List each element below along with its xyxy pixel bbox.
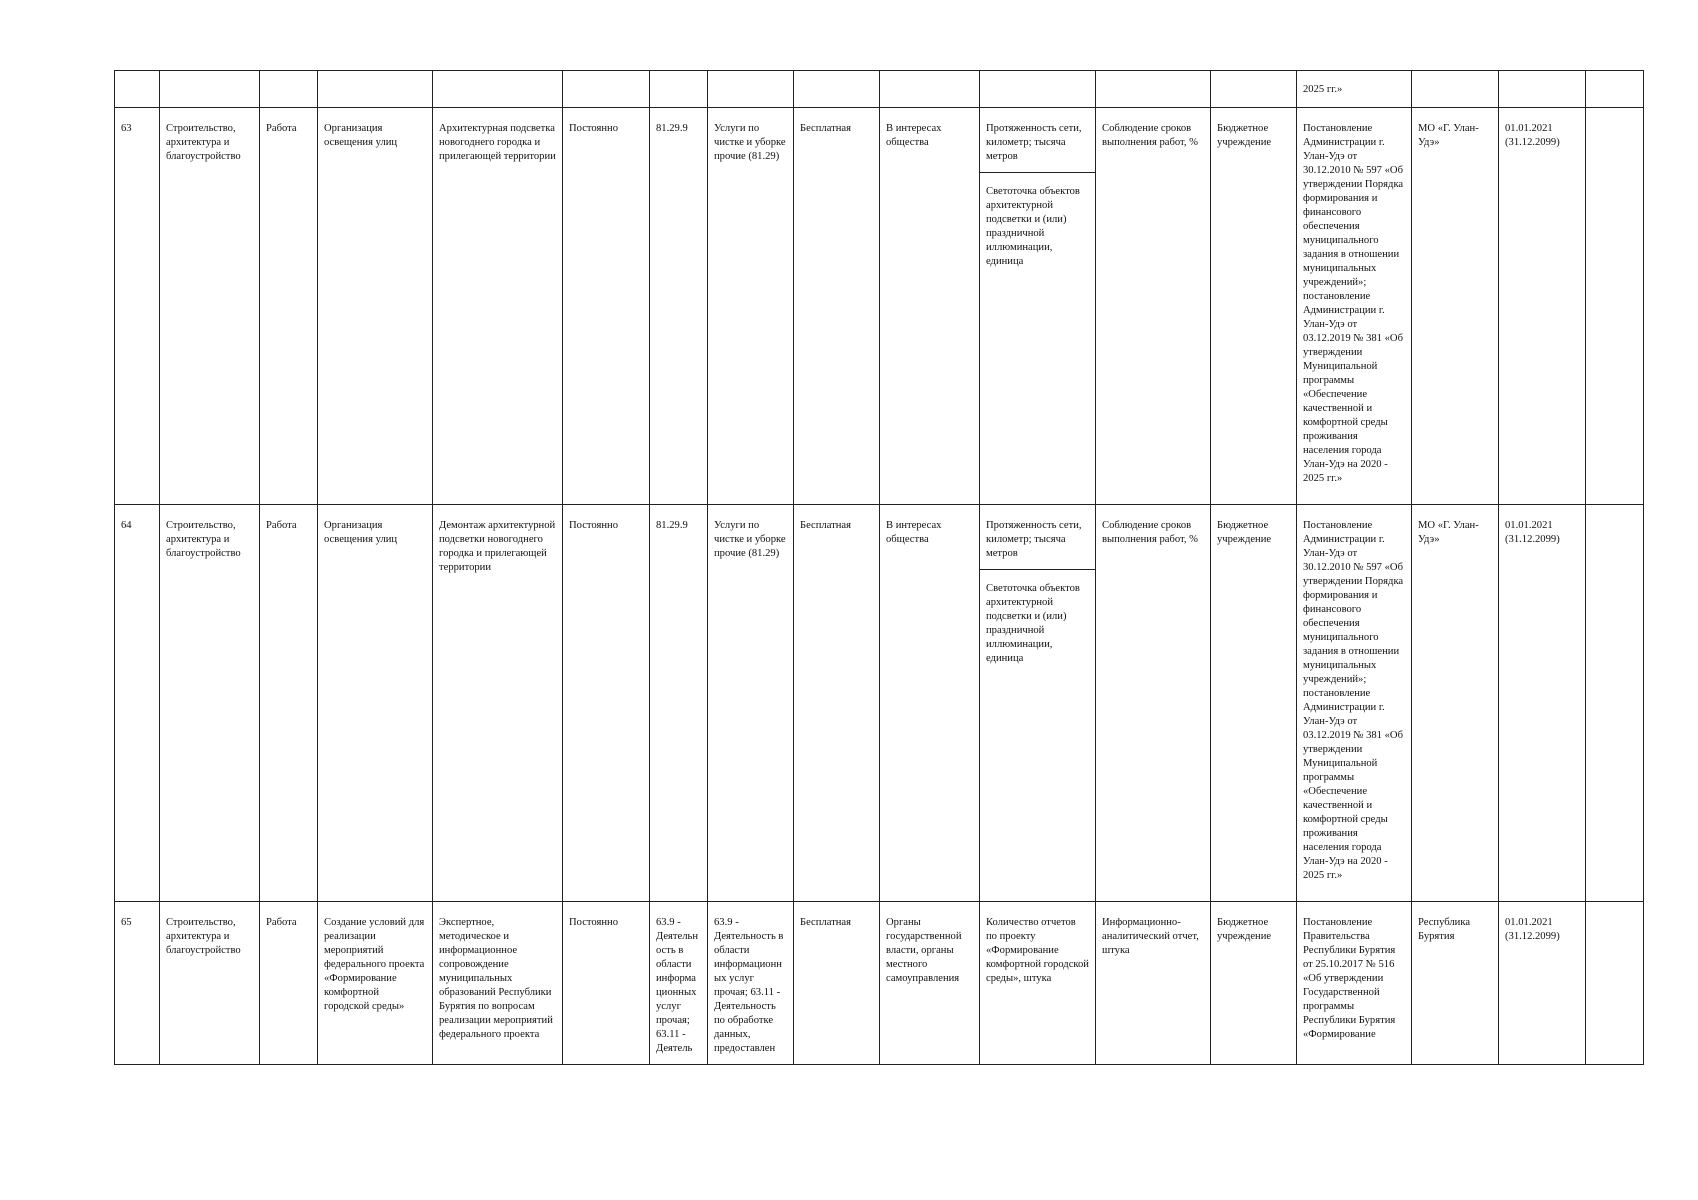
payment: Бесплатная [800,123,852,134]
sphere: Строительство, архитектура и благоустройство [166,917,241,956]
payment: Бесплатная [800,520,852,531]
authority: МО «Г. Улан-Удэ» [1418,520,1479,545]
cell-dates [1499,71,1586,108]
row-number: 65 [121,917,132,928]
cell-sphere [160,71,260,108]
consumers: В интересах общества [886,123,942,148]
table-row [115,108,1644,505]
consumers: Органы государственной власти, органы местного самоуправления [886,917,962,984]
volume-indicator-1: Протяженность сети, километр; тысяча метров [980,505,1095,570]
cell-payment [794,71,880,108]
cell-okved-code [650,71,708,108]
institution-type: Бюджетное учреждение [1217,123,1272,148]
condition: Постоянно [569,520,619,531]
dates: 01.01.2021 (31.12.2099) [1505,123,1560,148]
row-number: 64 [121,520,132,531]
cell-consumers [880,71,980,108]
table-row [115,902,1644,1065]
volume-indicator-2: Светоточка объектов архитектурной подсветки и (или) праздничной иллюминации, единица [986,583,1080,664]
dates: 01.01.2021 (31.12.2099) [1505,520,1560,545]
cell-num [115,71,160,108]
service-content: Экспертное, методическое и информационное сопровождение муниципальных образований Республики Бурятия по вопросам реализации мероприятий федерального проекта [439,917,553,1040]
cell-authority [1412,71,1499,108]
sphere: Строительство, архитектура и благоустройство [166,520,241,559]
kind: Работа [266,123,297,134]
payment: Бесплатная [800,917,852,928]
continuation-row [115,71,1644,108]
quality-indicator: Соблюдение сроков выполнения работ, % [1102,123,1198,148]
cell-content [433,71,563,108]
kind: Работа [266,520,297,531]
cell-note [1586,71,1644,108]
note [1586,902,1643,916]
consumers: В интересах общества [886,520,942,545]
volume-indicator-2: Светоточка объектов архитектурной подсветки и (или) праздничной иллюминации, единица [986,186,1080,267]
cell-service [318,71,433,108]
service-content: Демонтаж архитектурной подсветки новогоднего городка и прилегающей территории [439,520,556,573]
institution-type: Бюджетное учреждение [1217,520,1272,545]
okved-name: Услуги по чистке и уборке прочие (81.29) [714,123,786,162]
cell-okved-name [708,71,794,108]
cell-volume [980,71,1096,108]
note [1586,505,1643,519]
service-name: Создание условий для реализации мероприятий федерального проекта «Формирование комфортной городской среды» [324,917,425,1012]
row-number: 63 [121,123,132,134]
quality-indicator: Информационно-аналитический отчет, штука [1102,917,1199,956]
quality-indicator: Соблюдение сроков выполнения работ, % [1102,520,1198,545]
volume-indicator-1: Количество отчетов по проекту «Формирование комфортной городской среды», штука [986,917,1089,984]
okved-code: 81.29.9 [656,520,688,531]
service-name: Организация освещения улиц [324,123,398,148]
dates: 01.01.2021 (31.12.2099) [1505,917,1560,942]
okved-name: 63.9 - Деятельность в области информационных услуг прочая; 63.11 - Деятельность по обработке данных, предоставлен [714,917,784,1054]
cell-condition [563,71,650,108]
condition: Постоянно [569,123,619,134]
condition: Постоянно [569,917,619,928]
cell-institution [1211,71,1297,108]
authority: МО «Г. Улан-Удэ» [1418,123,1479,148]
legal-basis-tail: 2025 гг.» [1303,84,1343,95]
cell-kind [260,71,318,108]
service-name: Организация освещения улиц [324,520,398,545]
service-content: Архитектурная подсветка новогоднего городка и прилегающей территории [439,123,556,162]
institution-type: Бюджетное учреждение [1217,917,1272,942]
okved-name: Услуги по чистке и уборке прочие (81.29) [714,520,786,559]
kind: Работа [266,917,297,928]
legal-basis: Постановление Правительства Республики Бурятия от 25.10.2017 № 516 «Об утверждении Государственной программы Республики Бурятия «Формирование [1303,917,1396,1040]
okved-code: 63.9 - Деятельность в области информационных услуг прочая; 63.11 - Деятель [656,917,699,1054]
legal-basis: Постановление Администрации г. Улан-Удэ от 30.12.2010 № 597 «Об утверждении Порядка формирования и финансового обеспечения муниципального задания в отношении муниципальных учреждений»; постановление Администрации г. Улан-Удэ от 03.12.2019 № 381 «Об утверждении Муниципальной программы «Обеспечение качественной и комфортной среды проживания населения города Улан-Удэ на 2020 - 2025 гг.» [1303,520,1404,881]
okved-code: 81.29.9 [656,123,688,134]
cell-quality [1096,71,1211,108]
registry-table [114,70,1644,1065]
sphere: Строительство, архитектура и благоустройство [166,123,241,162]
note [1586,108,1643,122]
volume-indicator-1: Протяженность сети, километр; тысяча метров [980,108,1095,173]
table-row [115,505,1644,902]
cell-legal-basis [1297,71,1412,108]
authority: Республика Бурятия [1418,917,1471,942]
legal-basis: Постановление Администрации г. Улан-Удэ от 30.12.2010 № 597 «Об утверждении Порядка формирования и финансового обеспечения муниципального задания в отношении муниципальных учреждений»; постановление Администрации г. Улан-Удэ от 03.12.2019 № 381 «Об утверждении Муниципальной программы «Обеспечение качественной и комфортной среды проживания населения города Улан-Удэ на 2020 - 2025 гг.» [1303,123,1404,484]
